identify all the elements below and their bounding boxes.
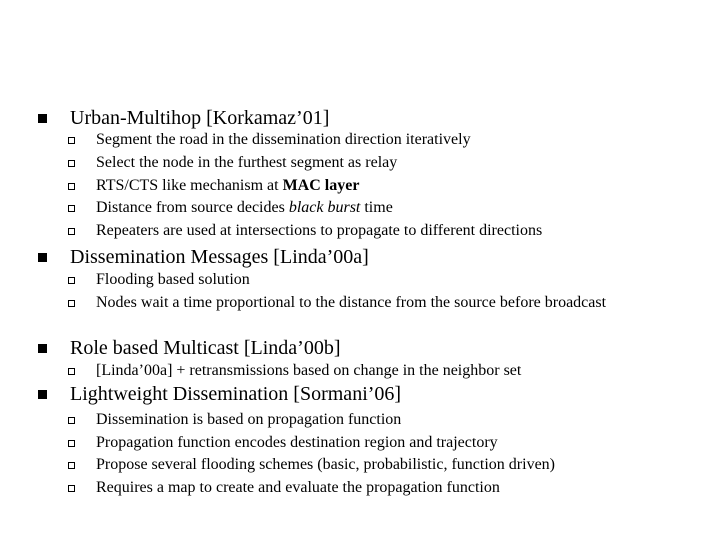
hollow-square-bullet-icon — [68, 160, 75, 167]
list-item-text — [96, 199, 696, 217]
list-item-text: Repeaters are used at intersections to propagate to different directions — [96, 222, 543, 239]
hollow-square-bullet-icon — [68, 440, 75, 447]
square-bullet-icon — [38, 390, 47, 399]
hollow-square-bullet-icon — [68, 485, 75, 492]
section-title: Urban-Multihop [Korkamaz’01] — [70, 107, 330, 129]
list-item-text: Requires a map to create and evaluate the propagation function — [96, 479, 500, 496]
section-title: Lightweight Dissemination [Sormani’06] — [70, 383, 402, 405]
list-item-text-post: time — [360, 199, 393, 216]
list-item-text-pre: Distance from source decides — [96, 199, 289, 216]
hollow-square-bullet-icon — [68, 183, 75, 190]
hollow-square-bullet-icon — [68, 228, 75, 235]
list-item-text-italic: black burst — [288, 199, 361, 216]
list-item-text — [96, 177, 696, 195]
list-item-text-bold: MAC layer — [282, 177, 360, 194]
hollow-square-bullet-icon — [68, 277, 75, 284]
list-item-text: [Linda’00a] + retransmissions based on change in the neighbor set — [96, 362, 522, 379]
list-item-text: Nodes wait a time proportional to the distance from the source before broadcast — [96, 294, 607, 311]
hollow-square-bullet-icon — [68, 368, 75, 375]
square-bullet-icon — [38, 344, 47, 353]
list-item-text: Dissemination is based on propagation function — [96, 411, 402, 428]
section-title: Dissemination Messages [Linda’00a] — [70, 246, 369, 268]
hollow-square-bullet-icon — [68, 462, 75, 469]
list-item-text: Select the node in the furthest segment as relay — [96, 154, 398, 171]
hollow-square-bullet-icon — [68, 417, 75, 424]
list-item-text: Propose several flooding schemes (basic, probabilistic, function driven) — [96, 456, 555, 473]
section-title: Role based Multicast [Linda’00b] — [70, 337, 341, 359]
hollow-square-bullet-icon — [68, 137, 75, 144]
list-item-text: Segment the road in the dissemination direction iteratively — [96, 131, 471, 148]
hollow-square-bullet-icon — [68, 300, 75, 307]
square-bullet-icon — [38, 253, 47, 262]
list-item-text-pre: RTS/CTS like mechanism at — [96, 177, 283, 194]
list-item-text: Flooding based solution — [96, 271, 250, 288]
hollow-square-bullet-icon — [68, 205, 75, 212]
square-bullet-icon — [38, 114, 47, 123]
list-item-text: Propagation function encodes destination region and trajectory — [96, 434, 498, 451]
